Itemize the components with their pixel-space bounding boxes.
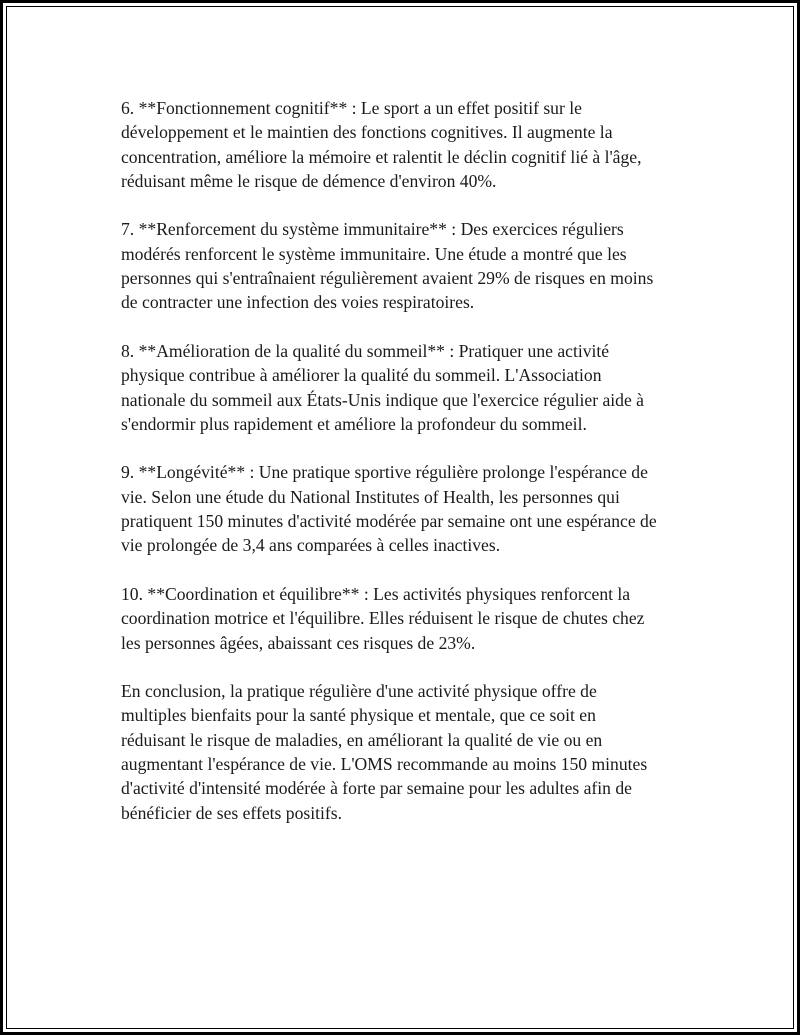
paragraph-conclusion: En conclusion, la pratique régulière d'une activité physique offre de multiples bienfaits pour la santé physique et mentale, que ce soit en réduisant le risque de maladies, en améliorant la qualité de vie ou en augmentant l'espérance de vie. L'OMS recommande au moins 150 minutes d'activité d'intensité modérée à forte par semaine pour les adultes afin de bénéficier de ses effets positifs. [121,681,648,823]
document-body [121,96,696,849]
paragraph-immune-system: 7. **Renforcement du système immunitaire** : Des exercices réguliers modérés renforcent le système immunitaire. Une étude a montré que les personnes qui s'entraînaient régulièrement avaient 29% de risques en moins de contracter une infection des voies respiratoires. [121,219,654,313]
paragraph-cognitive-function: 6. **Fonctionnement cognitif** : Le sport a un effet positif sur le développement et le maintien des fonctions cognitives. Il augmente la concentration, améliore la mémoire et ralentit le déclin cognitif lié à l'âge, réduisant même le risque de démence d'environ 40%. [121,98,642,191]
paragraph-sleep-quality: 8. **Amélioration de la qualité du sommeil** : Pratiquer une activité physique contribue à améliorer la qualité du sommeil. L'Association nationale du sommeil aux États-Unis indique que l'exercice régulier aide à s'endormir plus rapidement et améliore la profondeur du sommeil. [121,340,644,434]
paragraph-coordination-balance: 10. **Coordination et équilibre** : Les activités physiques renforcent la coordination motrice et l'équilibre. Elles réduisent le risque de chutes chez les personnes âgées, abaissant ces risques de 23%. [121,583,645,653]
paragraph-longevity: 9. **Longévité** : Une pratique sportive régulière prolonge l'espérance de vie. Selon une étude du National Institutes of Health, les personnes qui pratiquent 150 minutes d'activité modérée par semaine ont une espérance de vie prolongée de 3,4 ans comparées à celles inactives. [121,462,657,556]
